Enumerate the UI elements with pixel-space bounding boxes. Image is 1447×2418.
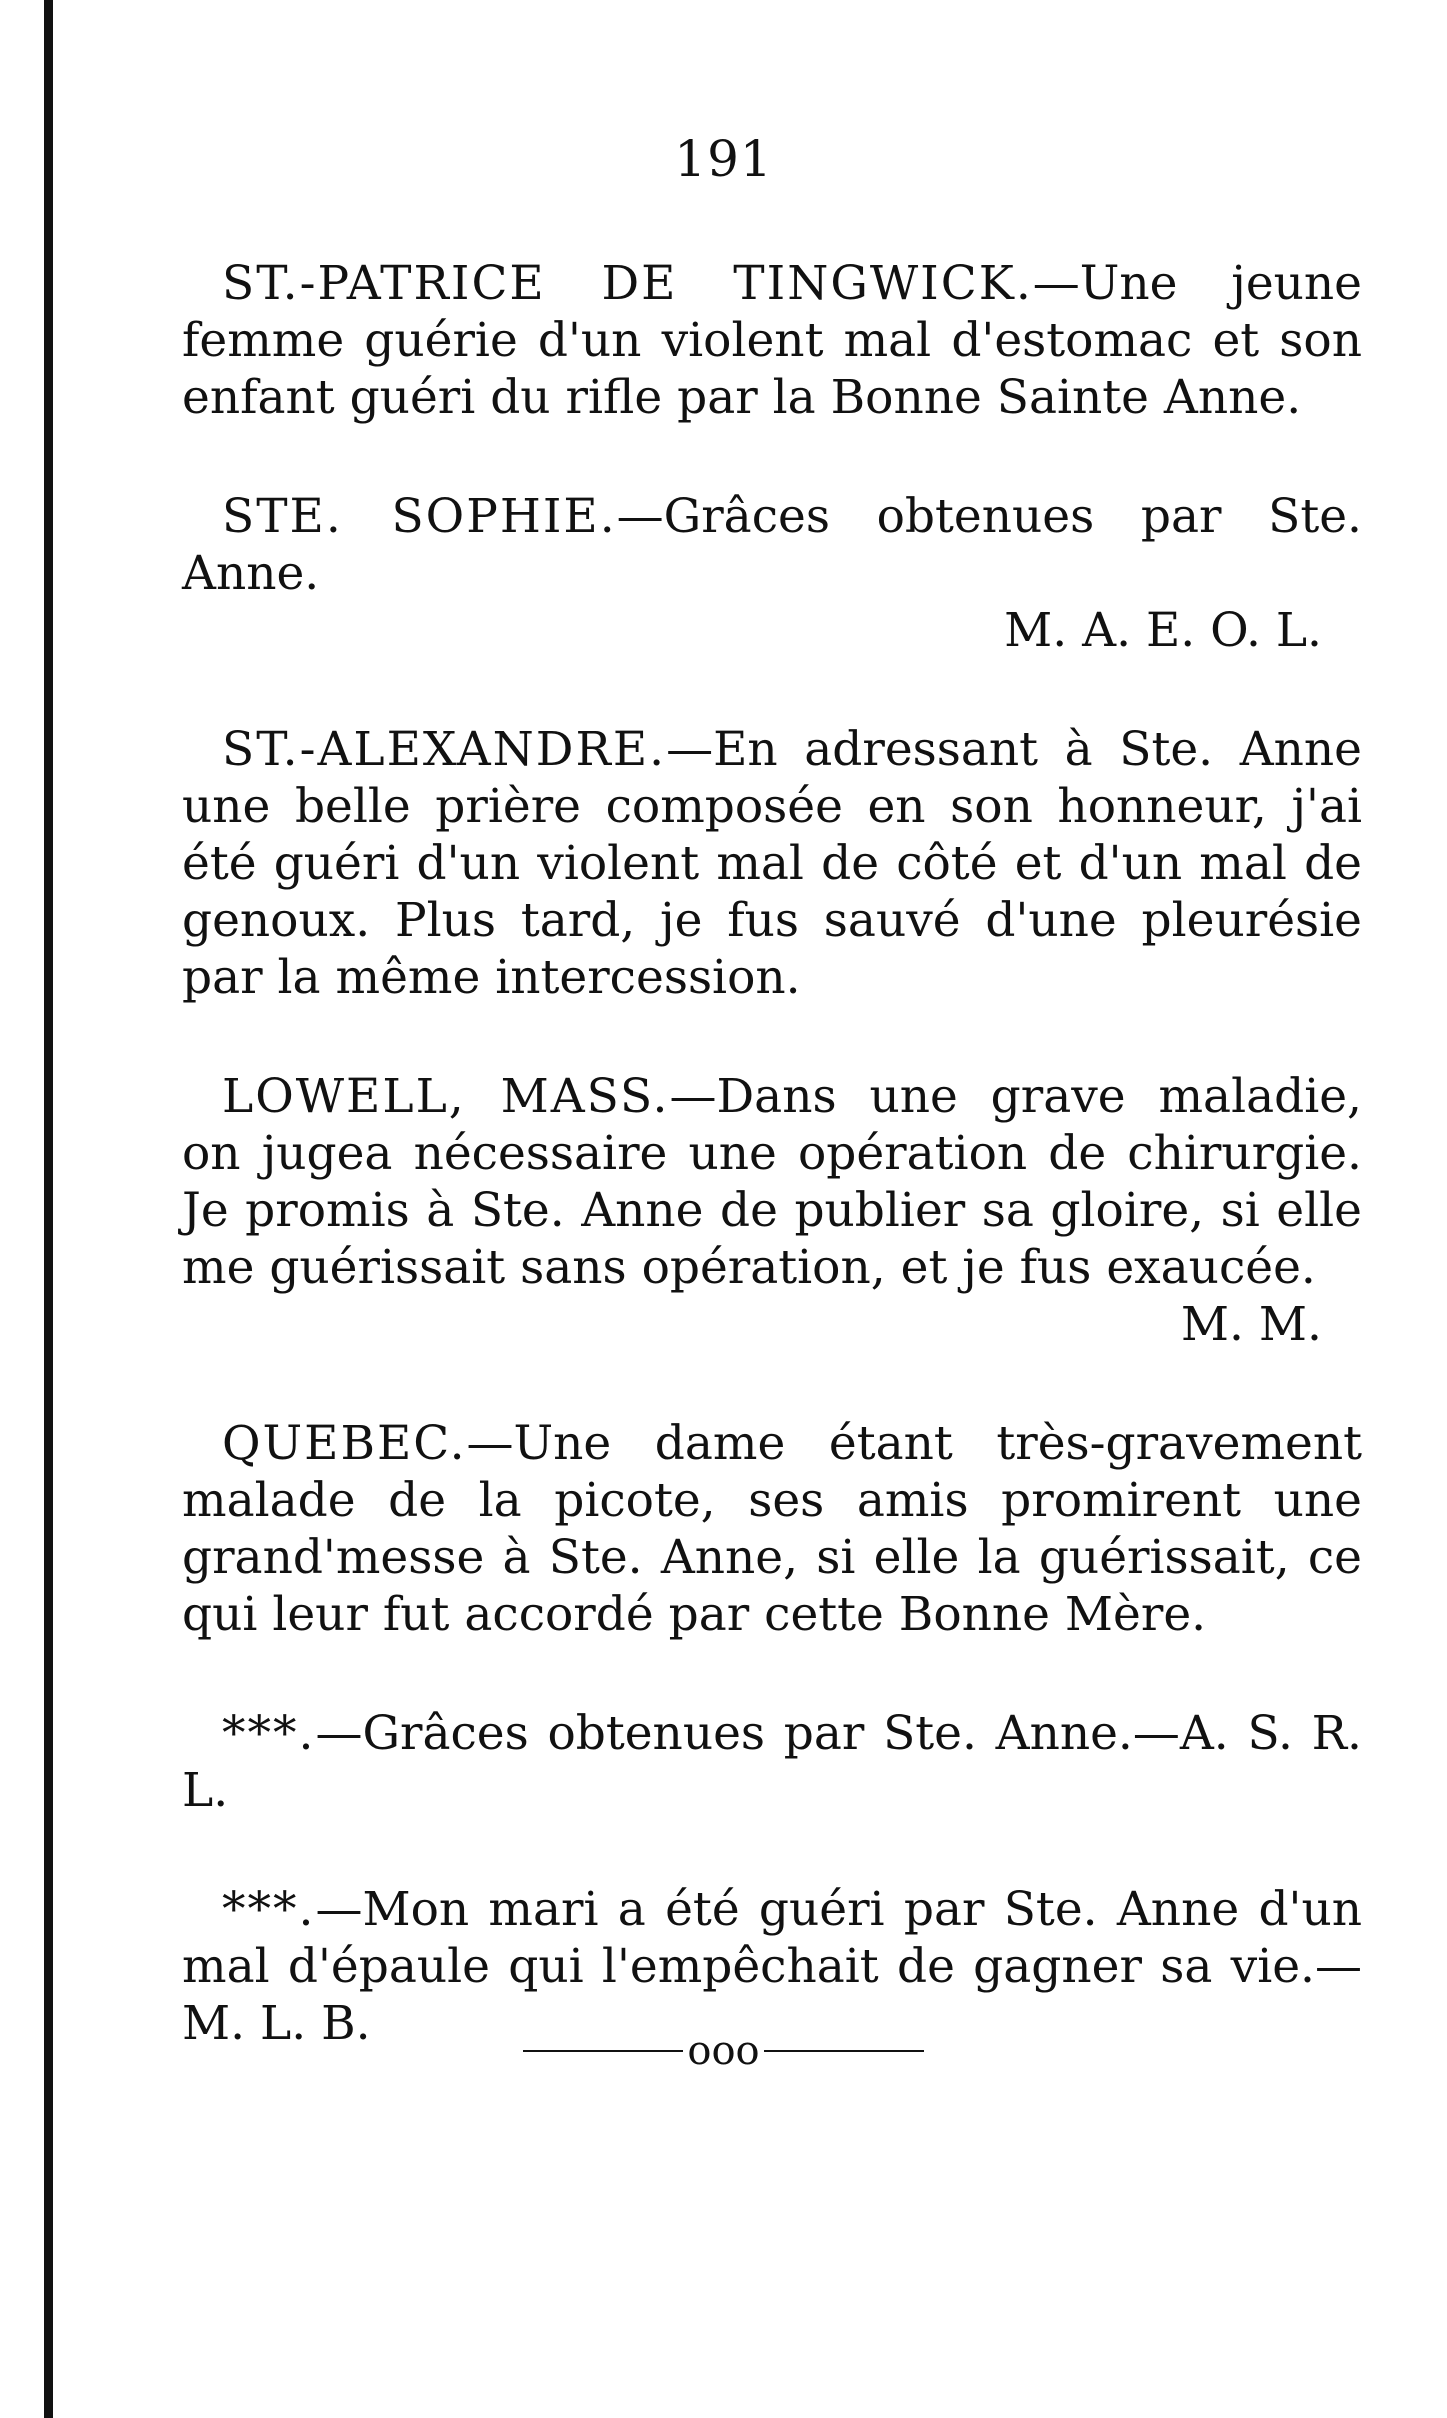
testimony-text: —Grâces obtenues par Ste. Anne. — [182, 489, 1362, 601]
testimony-text: —Une jeune femme guérie d'un violent mal d'estomac et son enfant guéri du rifle par la Bonne Sainte Anne. — [182, 256, 1362, 425]
testimony-place: ***. — [222, 1882, 316, 1937]
testimony-text: —Mon mari a été guéri par Ste. Anne d'un mal d'épaule qui l'empêchait de gagner sa vie.—M. L. B. — [182, 1882, 1362, 2051]
testimony-entry — [182, 721, 1362, 1006]
page-number: 191 — [674, 130, 773, 188]
testimony-entry — [182, 255, 1362, 426]
testimony-place: QUEBEC. — [222, 1416, 467, 1471]
separator-mark: ooo — [687, 2028, 760, 2074]
testimonies-list — [182, 255, 1362, 2114]
testimony-text: —Grâces obtenues par Ste. Anne.—A. S. R. L. — [182, 1706, 1362, 1818]
testimony-entry — [182, 1705, 1362, 1819]
testimony-place: LOWELL, MASS. — [222, 1069, 670, 1124]
testimony-place: STE. SOPHIE. — [222, 489, 617, 544]
testimony-text: —En adressant à Ste. Anne une belle prière composée en son honneur, j'ai été guéri d'un violent mal de côté et d'un mal de genoux. Plus tard, je fus sauvé d'une pleurésie par la même intercession. — [182, 722, 1362, 1005]
testimony-place: ST.-PATRICE DE TINGWICK. — [222, 256, 1033, 311]
testimony-signature: M. A. E. O. L. — [1004, 603, 1322, 658]
separator-rule-right — [764, 2050, 924, 2052]
testimony-entry — [182, 1068, 1362, 1353]
testimony-entry — [182, 1415, 1362, 1643]
testimony-entry — [182, 488, 1362, 659]
testimony-place: ST.-ALEXANDRE. — [222, 722, 667, 777]
testimony-signature: M. M. — [1180, 1297, 1322, 1352]
testimony-text: —Une dame étant très-gravement malade de la picote, ses amis promirent une grand'messe à Ste. Anne, si elle la guérissait, ce qui leur fut accordé par cette Bonne Mère. — [182, 1416, 1362, 1642]
section-separator — [0, 2025, 1447, 2074]
separator-rule-left — [523, 2050, 683, 2052]
testimony-place: ***. — [222, 1706, 316, 1761]
testimony-text: —Dans une grave maladie, on jugea nécessaire une opération de chirurgie. Je promis à Ste. Anne de publier sa gloire, si elle me guérissait sans opération, et je fus exaucée. — [182, 1069, 1362, 1295]
